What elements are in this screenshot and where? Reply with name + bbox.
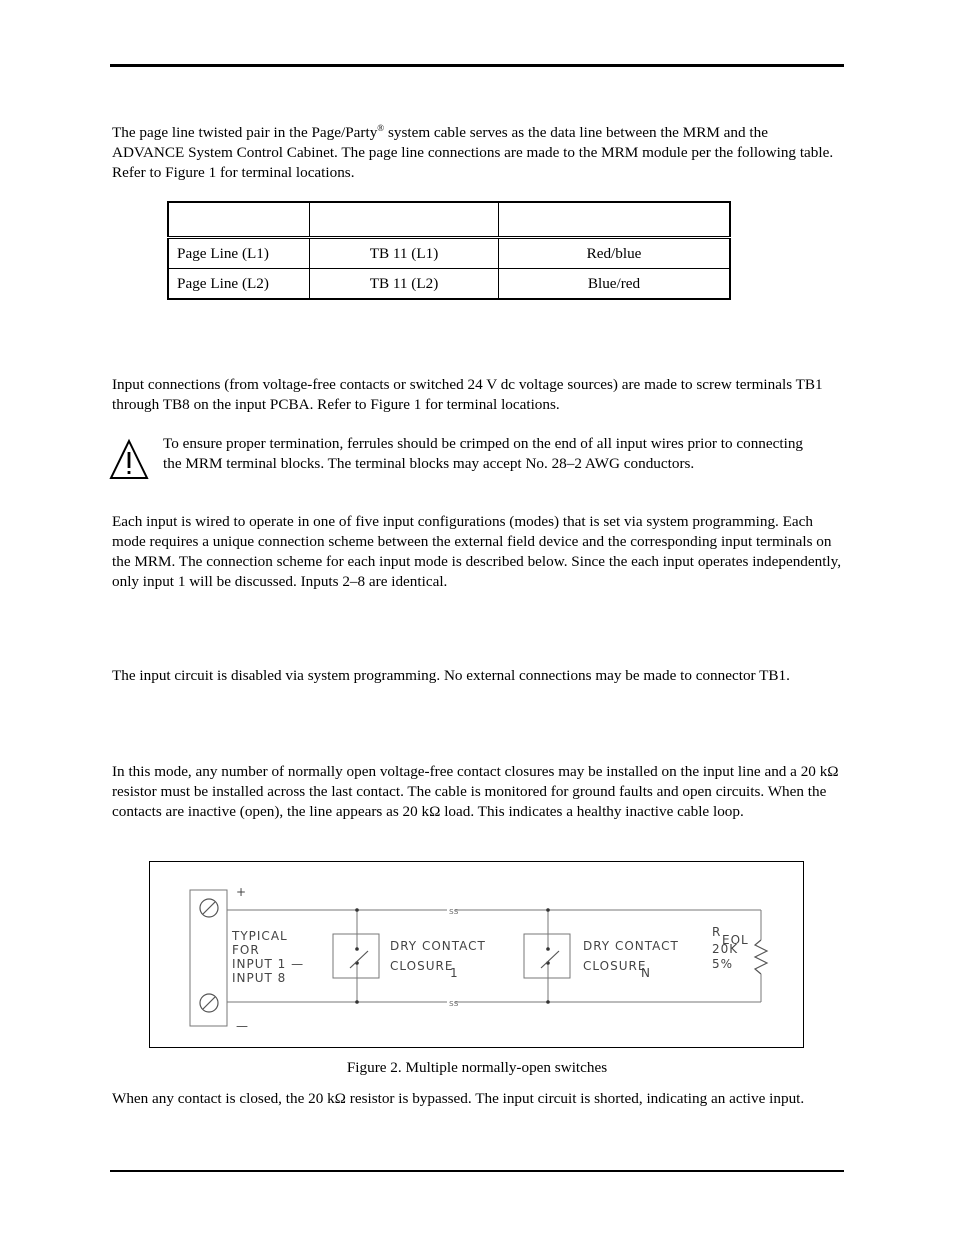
table-cell: Page Line (L1) bbox=[168, 238, 310, 269]
page-line-table bbox=[167, 201, 731, 300]
typical-label: TYPICAL bbox=[232, 929, 288, 943]
resistor-subscript: EOL bbox=[722, 933, 749, 947]
caution-text: To ensure proper termination, ferrules should be crimped on the end of all input wires prior to connecting the MRM terminal blocks. The terminal blocks may accept No. 28–2 AWG conductors. bbox=[163, 435, 804, 472]
table-cell: Red/blue bbox=[499, 238, 731, 269]
warning-icon bbox=[108, 438, 150, 482]
table-cell: TB 11 (L1) bbox=[310, 238, 499, 269]
normally-open-paragraph: In this mode, any number of normally open voltage-free contact closures may be installed on the input line and a 20 kΩ resistor must be installed across the last contact. The cable is monitored for ground faults and open circuits. When the contacts are inactive (open), the line appears as 20 kΩ load. This indicates a healthy inactive cable loop. bbox=[112, 763, 839, 820]
figure-caption: Figure 2. Multiple normally-open switches bbox=[346, 1059, 608, 1076]
wiring-schematic bbox=[150, 862, 805, 1049]
registered-mark: ® bbox=[377, 122, 385, 133]
eol-resistor bbox=[755, 910, 767, 1002]
header-rule bbox=[110, 64, 844, 67]
table-cell: TB 11 (L2) bbox=[310, 269, 499, 300]
disabled-mode-paragraph: The input circuit is disabled via system programming. No external connections may be made to connector TB1. bbox=[112, 667, 790, 684]
contact-n-label: DRY CONTACT bbox=[583, 939, 679, 953]
minus-label: — bbox=[236, 1019, 249, 1033]
contact-1-label: DRY CONTACT bbox=[390, 939, 486, 953]
intro-paragraph: The page line twisted pair in the Page/Party® system cable serves as the data line between the MRM and the ADVANCE System Control Cabinet. The page line connections are made to the MRM module per the following table. Refer to Figure 1 for terminal locations. bbox=[112, 122, 834, 181]
terminal-block bbox=[190, 890, 227, 1026]
table-cell: Blue/red bbox=[499, 269, 731, 300]
resistor-label: R bbox=[712, 925, 722, 939]
svg-text:ss: ss bbox=[449, 907, 459, 917]
plus-label: + bbox=[236, 885, 248, 899]
resistor-value: 20K bbox=[712, 942, 739, 956]
modes-paragraph: Each input is wired to operate in one of five input configurations (modes) that is set via system programming. Each mode requires a unique connection scheme between the external field device and the corresponding input terminals on the MRM. The connection scheme for each input mode is described below. Since the each input operates independently, only input 1 will be discussed. Inputs 2–8 are identical. bbox=[112, 513, 842, 590]
typical-label: FOR bbox=[232, 943, 260, 957]
typical-label: INPUT 8 bbox=[232, 971, 287, 985]
table-row bbox=[168, 269, 730, 300]
contact-1-label: CLOSURE bbox=[390, 959, 454, 973]
contact-1-subscript: 1 bbox=[450, 966, 459, 980]
dry-contact-1 bbox=[333, 908, 379, 1004]
contact-n-subscript: N bbox=[641, 966, 651, 980]
table-header-row bbox=[168, 202, 730, 238]
table-header-cell bbox=[499, 202, 731, 238]
table-row bbox=[168, 238, 730, 269]
closed-contact-paragraph: When any contact is closed, the 20 kΩ resistor is bypassed. The input circuit is shorted, indicating an active input. bbox=[112, 1090, 805, 1107]
table-header-cell bbox=[310, 202, 499, 238]
table-header-cell bbox=[168, 202, 310, 238]
input-connections-paragraph: Input connections (from voltage-free contacts or switched 24 V dc voltage sources) are made to screw terminals TB1 through TB8 on the input PCBA. Refer to Figure 1 for terminal locations. bbox=[112, 376, 823, 413]
typical-label: INPUT 1 — bbox=[232, 957, 305, 971]
wiring-figure bbox=[149, 861, 804, 1048]
contact-n-label: CLOSURE bbox=[583, 959, 647, 973]
dry-contact-n bbox=[524, 908, 570, 1004]
resistor-tolerance: 5% bbox=[712, 957, 734, 971]
footer-rule bbox=[110, 1170, 844, 1172]
table-cell: Page Line (L2) bbox=[168, 269, 310, 300]
svg-text:ss: ss bbox=[449, 999, 459, 1009]
